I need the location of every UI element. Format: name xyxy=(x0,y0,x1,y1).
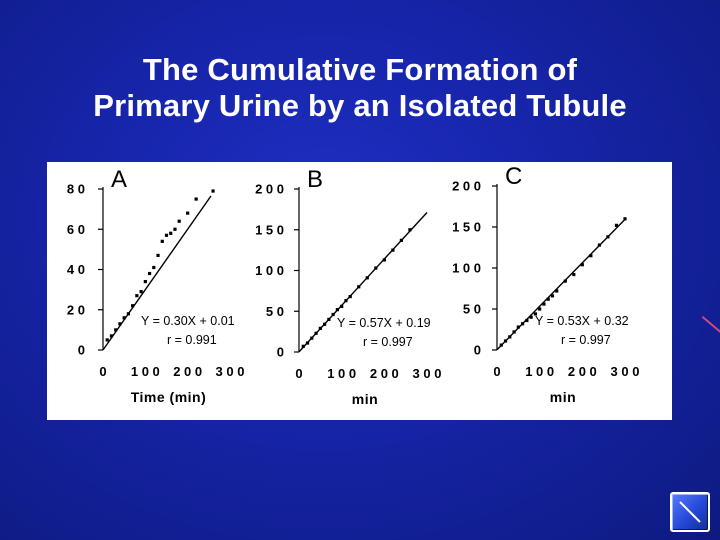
y-tick-label-0-1: 2 0 xyxy=(66,302,85,318)
x-tick-label-0-1: 1 0 0 xyxy=(130,364,160,379)
data-point-2-15 xyxy=(572,273,575,276)
x-tick-label-2-2: 2 0 0 xyxy=(567,364,597,379)
data-point-0-7 xyxy=(135,294,138,297)
y-tick-label-1-1: 5 0 xyxy=(265,303,284,319)
data-point-0-19 xyxy=(195,197,198,200)
data-point-0-13 xyxy=(161,240,164,243)
x-tick-label-0-0: 0 xyxy=(99,364,107,379)
data-point-1-2 xyxy=(310,337,313,340)
data-point-2-1 xyxy=(504,339,507,342)
data-point-1-8 xyxy=(336,308,339,311)
y-tick-label-0-0: 0 xyxy=(77,342,85,358)
equation-label-1: Y = 0.57X + 0.19 xyxy=(337,316,431,330)
data-point-0-10 xyxy=(148,272,151,275)
slide-title-line-1: The Cumulative Formation of xyxy=(142,52,578,87)
figure-panel xyxy=(47,162,672,420)
y-tick-label-2-4: 2 0 0 xyxy=(452,178,481,194)
data-point-1-11 xyxy=(349,295,352,298)
data-point-2-9 xyxy=(538,307,541,310)
y-tick-label-2-0: 0 xyxy=(473,342,481,358)
data-point-0-17 xyxy=(178,220,181,223)
panel-label-1: B xyxy=(307,166,324,193)
data-point-0-3 xyxy=(118,322,121,325)
data-point-2-7 xyxy=(530,316,533,319)
equation-label-0: Y = 0.30X + 0.01 xyxy=(141,314,235,328)
data-point-0-1 xyxy=(110,334,113,337)
y-tick-label-1-2: 1 0 0 xyxy=(255,263,284,278)
x-tick-label-1-2: 2 0 0 xyxy=(369,366,399,381)
data-point-0-18 xyxy=(186,212,189,215)
data-point-1-7 xyxy=(332,313,335,316)
x-tick-label-1-0: 0 xyxy=(295,366,303,381)
data-point-1-14 xyxy=(374,266,377,269)
data-point-2-16 xyxy=(581,263,584,266)
data-point-0-5 xyxy=(127,312,130,315)
data-point-2-6 xyxy=(525,319,528,322)
data-point-2-19 xyxy=(606,235,609,238)
data-point-1-0 xyxy=(302,345,305,348)
x-tick-label-2-0: 0 xyxy=(493,364,501,379)
x-axis-title-1: min xyxy=(351,391,379,407)
y-tick-label-0-3: 6 0 xyxy=(66,221,85,237)
data-point-1-4 xyxy=(319,327,322,330)
data-point-2-18 xyxy=(598,243,601,246)
slide-title-line-2: Primary Urine by an Isolated Tubule xyxy=(93,88,627,123)
data-point-0-9 xyxy=(144,280,147,283)
data-point-0-4 xyxy=(123,316,126,319)
y-tick-label-0-2: 4 0 xyxy=(66,262,85,277)
data-point-0-8 xyxy=(140,290,143,293)
data-point-0-12 xyxy=(156,254,159,257)
data-point-1-1 xyxy=(306,341,309,344)
y-tick-label-1-4: 2 0 0 xyxy=(255,181,284,197)
data-point-1-18 xyxy=(408,228,411,231)
y-tick-label-2-3: 1 5 0 xyxy=(452,219,481,235)
data-point-2-13 xyxy=(555,289,558,292)
x-tick-label-0-2: 2 0 0 xyxy=(173,364,203,379)
data-point-0-11 xyxy=(152,266,155,269)
y-tick-label-2-1: 5 0 xyxy=(462,301,481,317)
data-point-0-14 xyxy=(165,234,168,237)
data-point-1-6 xyxy=(327,318,330,321)
data-point-1-5 xyxy=(323,323,326,326)
data-point-1-3 xyxy=(314,332,317,335)
slide-title xyxy=(0,52,720,124)
r-label-1: r = 0.997 xyxy=(363,335,413,349)
charts-svg xyxy=(47,162,672,420)
data-point-1-16 xyxy=(391,249,394,252)
data-point-2-14 xyxy=(564,280,567,283)
data-point-2-12 xyxy=(551,294,554,297)
data-point-2-3 xyxy=(512,330,515,333)
x-axis-title-2: min xyxy=(549,389,577,405)
data-point-2-10 xyxy=(542,302,545,305)
data-point-2-5 xyxy=(521,322,524,325)
decorative-line xyxy=(702,316,720,334)
data-point-2-2 xyxy=(508,335,511,338)
x-axis-title-0: Time (min) xyxy=(130,389,207,405)
panel-label-0: A xyxy=(111,166,128,193)
data-point-1-12 xyxy=(357,285,360,288)
y-tick-label-1-0: 0 xyxy=(276,344,284,360)
r-label-0: r = 0.991 xyxy=(167,333,217,347)
x-tick-label-1-1: 1 0 0 xyxy=(327,366,357,381)
data-point-2-4 xyxy=(517,325,520,328)
data-point-2-11 xyxy=(547,298,550,301)
data-point-2-21 xyxy=(623,217,626,220)
x-tick-label-1-3: 3 0 0 xyxy=(412,366,442,381)
data-point-0-20 xyxy=(211,189,214,192)
data-point-0-2 xyxy=(114,328,117,331)
nav-button[interactable] xyxy=(670,492,710,532)
x-tick-label-0-3: 3 0 0 xyxy=(215,364,245,379)
y-tick-label-2-2: 1 0 0 xyxy=(452,260,481,276)
data-point-0-16 xyxy=(173,228,176,231)
equation-label-2: Y = 0.53X + 0.32 xyxy=(535,314,629,328)
fit-line-1 xyxy=(299,212,427,351)
y-tick-label-1-3: 1 5 0 xyxy=(255,222,284,238)
r-label-2: r = 0.997 xyxy=(561,333,611,347)
x-tick-label-2-1: 1 0 0 xyxy=(525,364,555,379)
x-tick-label-2-3: 3 0 0 xyxy=(610,364,640,379)
fit-line-2 xyxy=(497,219,625,349)
data-point-0-6 xyxy=(131,304,134,307)
data-point-2-17 xyxy=(589,254,592,257)
panel-label-2: C xyxy=(505,163,523,190)
slash-icon xyxy=(672,494,708,530)
data-point-2-20 xyxy=(615,224,618,227)
data-point-1-15 xyxy=(383,258,386,261)
data-point-1-17 xyxy=(400,239,403,242)
y-tick-label-0-4: 8 0 xyxy=(66,181,85,197)
data-point-0-15 xyxy=(169,232,172,235)
data-point-1-9 xyxy=(340,305,343,308)
data-point-0-0 xyxy=(106,338,109,341)
data-point-1-10 xyxy=(344,299,347,302)
data-point-1-13 xyxy=(366,276,369,279)
data-point-2-0 xyxy=(500,343,503,346)
